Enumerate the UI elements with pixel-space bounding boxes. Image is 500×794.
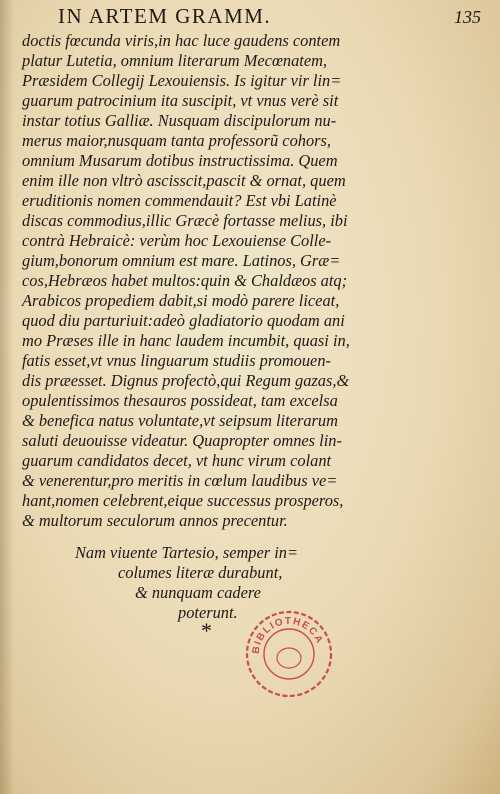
text-line: & multorum seculorum annos precentur. [22, 511, 288, 530]
library-stamp [243, 608, 335, 700]
text-line: eruditionis nomen commendauit? Est vbi Latinè [22, 191, 337, 210]
text-line: merus maior,nusquam tanta professorũ cohors, [22, 131, 332, 150]
text-line: contrà Hebraicè: verùm hoc Lexouiense Colle- [22, 231, 332, 250]
text-line: hant,nomen celebrent,eique successus prosperos, [22, 491, 344, 510]
text-line: saluti deuouisse videatur. Quapropter omnes lin- [22, 431, 342, 450]
body-text [22, 31, 394, 531]
text-line: dis præesset. Dignus profectò,qui Regum gazas,& [22, 371, 350, 390]
text-line: & benefica natus voluntate,vt seipsum literarum [22, 411, 338, 430]
closing-line: poterunt. [178, 603, 238, 622]
text-line: discas commodius,illic Græcè fortasse melius, ibi [22, 211, 348, 230]
running-head [18, 4, 488, 30]
text-line: guarum patrocinium ita suscipit, vt vnus verè sit [22, 91, 339, 110]
text-line: guarum candidatos decet, vt hunc virum colant [22, 451, 332, 470]
text-line: opulentissimos thesauros possideat, tam excelsa [22, 391, 338, 410]
text-line: cos,Hebræos habet multos:quin & Chaldæos atq; [22, 271, 348, 290]
running-title: IN ARTEM GRAMM. [58, 4, 272, 28]
closing-line: Nam viuente Tartesio, semper in= [75, 543, 299, 562]
closing-line: columes literæ durabunt, [118, 563, 283, 582]
text-line: gium,bonorum omnium est mare. Latinos, Græ= [22, 251, 341, 270]
text-line: enim ille non vltrò ascisscit,pascit & ornat, quem [22, 171, 346, 190]
text-line: doctis fœcunda viris,in hac luce gaudens contem [22, 31, 341, 50]
text-line: mo Præses ille in hanc laudem incumbit, quasi in, [22, 331, 350, 350]
page-number: 135 [454, 7, 481, 27]
text-line: Arabicos propediem dabit,si modò parere liceat, [22, 291, 340, 310]
stamp-lettering: BIBLIOTHECA [250, 615, 326, 655]
closing-line: & nunquam cadere [135, 583, 261, 602]
text-line: fatis esset,vt vnus linguarum studiis promouen- [22, 351, 331, 370]
asterisk-ornament: * [201, 618, 212, 643]
text-line: omnium Musarum dotibus instructissima. Quem [22, 151, 338, 170]
text-line: instar totius Galliæ. Nusquam discipulorum nu- [22, 111, 337, 130]
text-line: platur Lutetia, omnium literarum Mecœnatem, [22, 51, 328, 70]
text-line: quod diu parturiuit:adeò gladiatorio quodam ani [22, 311, 345, 330]
text-line: & venerentur,pro meritis in cœlum laudibus ve= [22, 471, 338, 490]
text-line: Præsidem Collegij Lexouiensis. Is igitur vir lin= [22, 71, 342, 90]
